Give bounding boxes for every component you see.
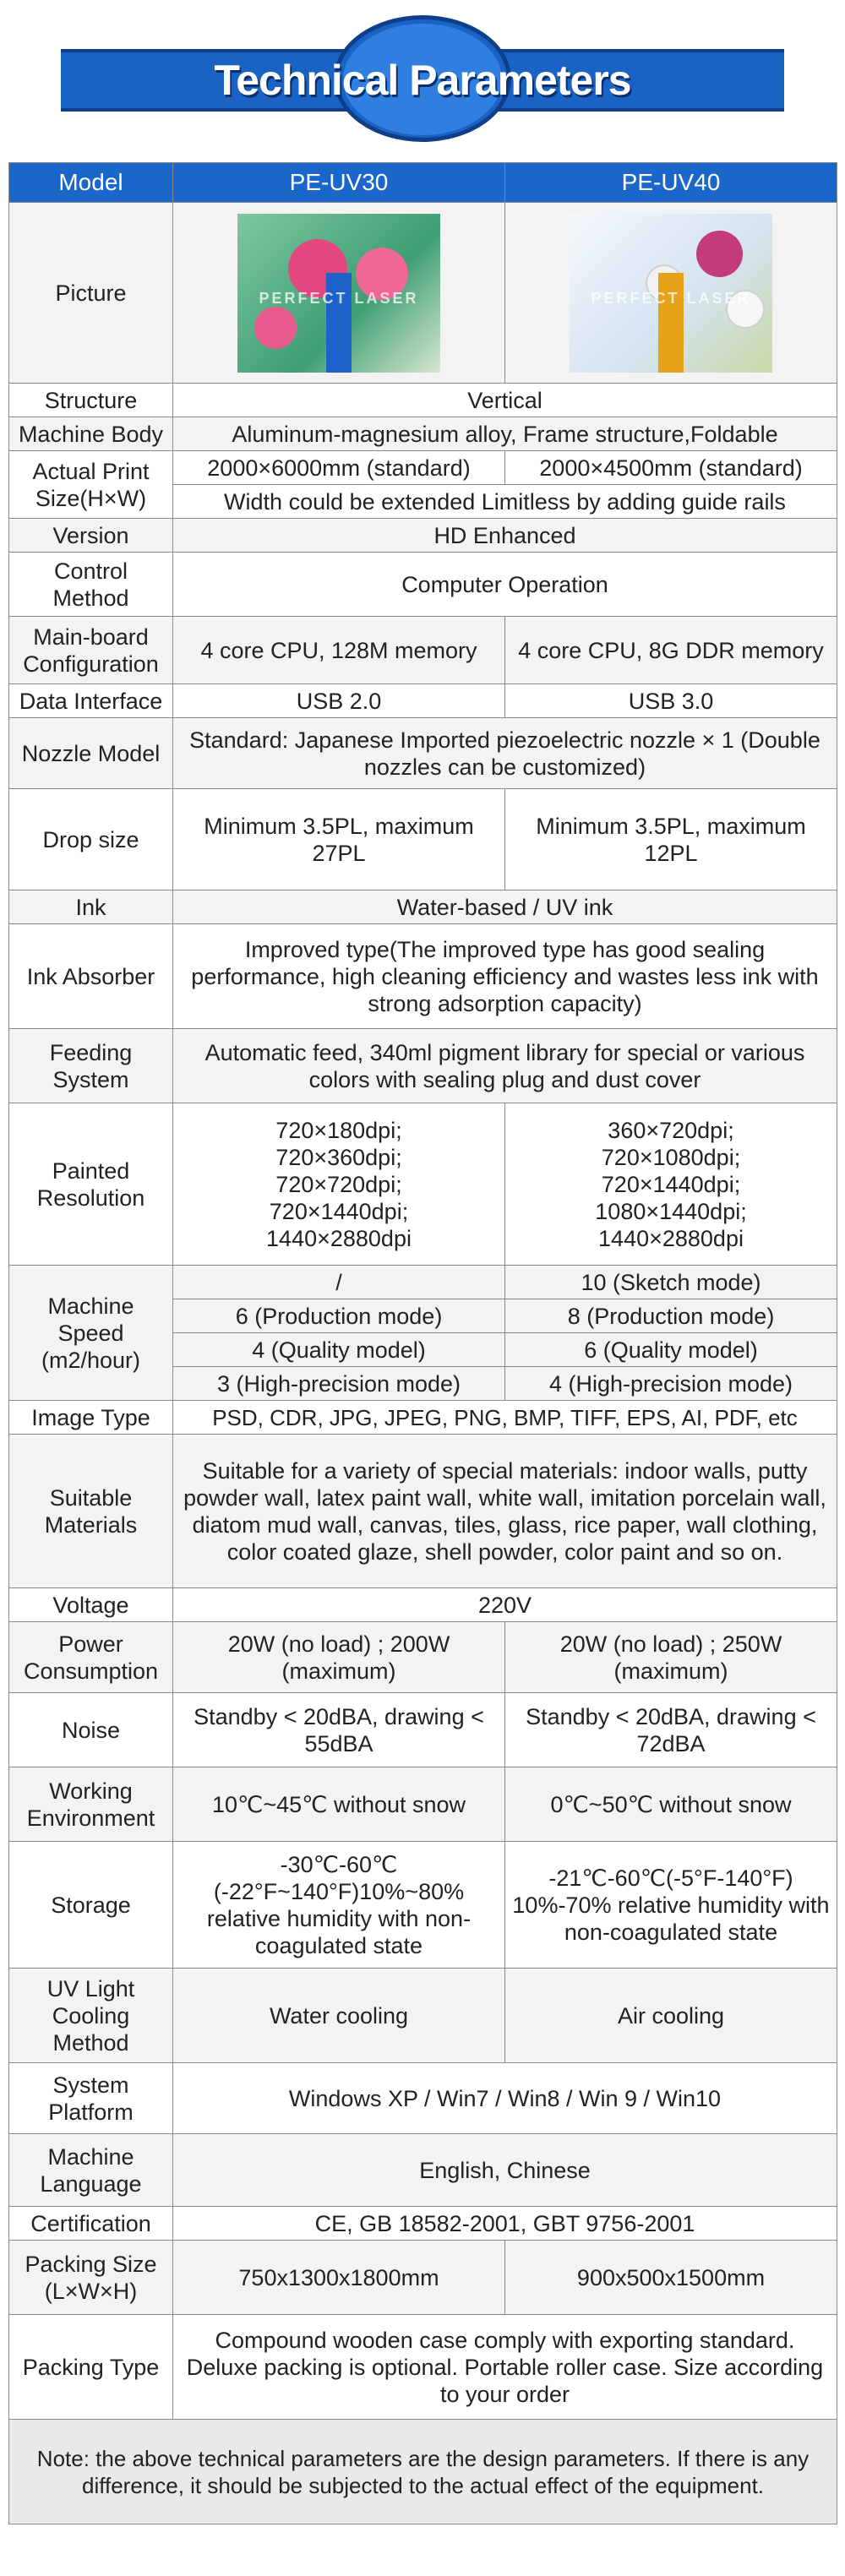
header-model: Model — [9, 163, 173, 203]
label-ink-absorber: Ink Absorber — [9, 924, 173, 1029]
value-feeding: Automatic feed, 340ml pigment library for special or various colors with sealing plug and dust cover — [173, 1029, 837, 1103]
row-environment — [9, 1767, 837, 1842]
value-control: Computer Operation — [173, 553, 837, 617]
label-resolution: Painted Resolution — [9, 1103, 173, 1266]
row-storage — [9, 1842, 837, 1969]
row-drop-size — [9, 789, 837, 890]
row-cooling — [9, 1969, 837, 2063]
value-version: HD Enhanced — [173, 519, 837, 553]
value-packing-size-a: 750x1300x1800mm — [173, 2241, 505, 2315]
resolution-b-line: 360×720dpi; — [608, 1117, 734, 1143]
row-mainboard — [9, 617, 837, 684]
row-structure — [9, 384, 837, 417]
resolution-a-line: 720×180dpi; — [275, 1117, 402, 1143]
value-speed-a: 4 (Quality model) — [173, 1333, 505, 1367]
row-power — [9, 1622, 837, 1693]
spec-table — [8, 162, 837, 2524]
resolution-a-line: 720×1440dpi; — [269, 1198, 409, 1224]
value-structure: Vertical — [173, 384, 837, 417]
resolution-a-line: 720×360dpi; — [275, 1144, 402, 1170]
label-language: Machine Language — [9, 2134, 173, 2207]
value-image-type: PSD, CDR, JPG, JPEG, PNG, BMP, TIFF, EPS, AI, PDF, etc — [173, 1401, 837, 1435]
value-noise-b: Standby < 20dBA, drawing < 72dBA — [505, 1693, 837, 1767]
value-power-a: 20W (no load) ; 200W (maximum) — [173, 1622, 505, 1693]
label-noise: Noise — [9, 1693, 173, 1767]
value-speed-a: 6 (Production mode) — [173, 1299, 505, 1333]
row-certification — [9, 2207, 837, 2241]
value-speed-b: 6 (Quality model) — [505, 1333, 837, 1367]
header-model-a: PE-UV30 — [173, 163, 505, 203]
row-image-type — [9, 1401, 837, 1435]
resolution-a-line: 1440×2880dpi — [266, 1225, 412, 1251]
value-ink-absorber: Improved type(The improved type has good sealing performance, high cleaning efficiency and wastes less ink with strong adsorption capacity) — [173, 924, 837, 1029]
value-certification: CE, GB 18582-2001, GBT 9756-2001 — [173, 2207, 837, 2241]
label-system: System Platform — [9, 2063, 173, 2134]
footer-note: Note: the above technical parameters are the design parameters. If there is any difference, it should be subjected to the actual effect of the equipment. — [9, 2420, 837, 2524]
value-drop-size-a: Minimum 3.5PL, maximum 27PL — [173, 789, 505, 890]
label-environment: Working Environment — [9, 1767, 173, 1842]
row-data-interface — [9, 684, 837, 718]
row-speed-1 — [9, 1266, 837, 1299]
label-voltage: Voltage — [9, 1588, 173, 1622]
row-noise — [9, 1693, 837, 1767]
resolution-b-line: 1080×1440dpi; — [595, 1198, 747, 1224]
value-nozzle: Standard: Japanese Imported piezoelectric nozzle × 1 (Double nozzles can be customized) — [173, 718, 837, 789]
value-cooling-b: Air cooling — [505, 1969, 837, 2063]
row-packing-type — [9, 2315, 837, 2420]
label-certification: Certification — [9, 2207, 173, 2241]
value-power-b: 20W (no load) ; 250W (maximum) — [505, 1622, 837, 1693]
flower-icon — [254, 307, 297, 349]
value-mainboard-a: 4 core CPU, 128M memory — [173, 617, 505, 684]
row-packing-size — [9, 2241, 837, 2315]
label-feeding: Feeding System — [9, 1029, 173, 1103]
label-structure: Structure — [9, 384, 173, 417]
row-nozzle — [9, 718, 837, 789]
label-storage: Storage — [9, 1842, 173, 1969]
label-cooling: UV Light Cooling Method — [9, 1969, 173, 2063]
label-control: Control Method — [9, 553, 173, 617]
row-feeding — [9, 1029, 837, 1103]
row-print-size — [9, 451, 837, 485]
value-speed-a: 3 (High-precision mode) — [173, 1367, 505, 1401]
label-packing-size: Packing Size (L×W×H) — [9, 2241, 173, 2315]
value-noise-a: Standby < 20dBA, drawing < 55dBA — [173, 1693, 505, 1767]
row-picture — [9, 203, 837, 384]
label-ink: Ink — [9, 890, 173, 924]
label-materials: Suitable Materials — [9, 1435, 173, 1588]
value-resolution-a — [173, 1103, 505, 1266]
value-cooling-a: Water cooling — [173, 1969, 505, 2063]
value-data-interface-b: USB 3.0 — [505, 684, 837, 718]
value-language: English, Chinese — [173, 2134, 837, 2207]
label-nozzle: Nozzle Model — [9, 718, 173, 789]
value-packing-size-b: 900x500x1500mm — [505, 2241, 837, 2315]
value-print-size-a: 2000×6000mm (standard) — [173, 451, 505, 485]
watermark: PERFECT LASER — [259, 289, 419, 307]
resolution-b-line: 1440×2880dpi — [598, 1225, 744, 1251]
row-voltage — [9, 1588, 837, 1622]
value-speed-a: / — [173, 1266, 505, 1299]
picture-model-a — [173, 203, 505, 384]
label-packing-type: Packing Type — [9, 2315, 173, 2420]
label-data-interface: Data Interface — [9, 684, 173, 718]
label-power: Power Consumption — [9, 1622, 173, 1693]
product-image-b — [570, 214, 772, 373]
value-speed-b: 4 (High-precision mode) — [505, 1367, 837, 1401]
row-system — [9, 2063, 837, 2134]
row-machine-body — [9, 417, 837, 451]
picture-model-b — [505, 203, 837, 384]
value-environment-a: 10℃~45℃ without snow — [173, 1767, 505, 1842]
label-drop-size: Drop size — [9, 789, 173, 890]
row-materials — [9, 1435, 837, 1588]
table-header-row — [9, 163, 837, 203]
value-voltage: 220V — [173, 1588, 837, 1622]
value-machine-body: Aluminum-magnesium alloy, Frame structure,Foldable — [173, 417, 837, 451]
value-system: Windows XP / Win7 / Win8 / Win 9 / Win10 — [173, 2063, 837, 2134]
value-resolution-b — [505, 1103, 837, 1266]
value-environment-b: 0℃~50℃ without snow — [505, 1767, 837, 1842]
resolution-b-line: 720×1080dpi; — [601, 1144, 741, 1170]
label-picture: Picture — [9, 203, 173, 384]
page-title: Technical Parameters — [214, 57, 631, 104]
label-version: Version — [9, 519, 173, 553]
value-ink: Water-based / UV ink — [173, 890, 837, 924]
value-mainboard-b: 4 core CPU, 8G DDR memory — [505, 617, 837, 684]
value-storage-a: -30℃-60℃ (-22°F~140°F)10%~80% relative humidity with non-coagulated state — [173, 1842, 505, 1969]
resolution-b-line: 720×1440dpi; — [601, 1171, 741, 1197]
row-control — [9, 553, 837, 617]
value-drop-size-b: Minimum 3.5PL, maximum 12PL — [505, 789, 837, 890]
value-materials: Suitable for a variety of special materials: indoor walls, putty powder wall, latex paint wall, white wall, imitation porcelain wall, diatom mud wall, canvas, tiles, glass, rice paper, wall clothing, color coated glaze, shell powder, color paint and so on. — [173, 1435, 837, 1588]
resolution-a-line: 720×720dpi; — [275, 1171, 402, 1197]
row-ink — [9, 890, 837, 924]
value-data-interface-a: USB 2.0 — [173, 684, 505, 718]
label-machine-body: Machine Body — [9, 417, 173, 451]
value-print-size-note: Width could be extended Limitless by adding guide rails — [173, 485, 837, 519]
value-packing-type: Compound wooden case comply with exporting standard. Deluxe packing is optional. Portable roller case. Size according to your order — [173, 2315, 837, 2420]
product-image-a — [237, 214, 440, 373]
label-print-size: Actual Print Size(H×W) — [9, 451, 173, 519]
label-mainboard: Main-board Configuration — [9, 617, 173, 684]
row-version — [9, 519, 837, 553]
value-print-size-b: 2000×4500mm (standard) — [505, 451, 837, 485]
watermark: PERFECT LASER — [591, 289, 751, 307]
row-ink-absorber — [9, 924, 837, 1029]
header-banner — [0, 0, 845, 144]
row-note — [9, 2420, 837, 2524]
header-model-b: PE-UV40 — [505, 163, 837, 203]
label-speed: Machine Speed (m2/hour) — [9, 1266, 173, 1401]
flower-icon — [696, 231, 743, 277]
row-resolution — [9, 1103, 837, 1266]
label-image-type: Image Type — [9, 1401, 173, 1435]
row-language — [9, 2134, 837, 2207]
value-storage-b: -21℃-60℃(-5°F-140°F) 10%-70% relative humidity with non-coagulated state — [505, 1842, 837, 1969]
value-speed-b: 8 (Production mode) — [505, 1299, 837, 1333]
value-speed-b: 10 (Sketch mode) — [505, 1266, 837, 1299]
